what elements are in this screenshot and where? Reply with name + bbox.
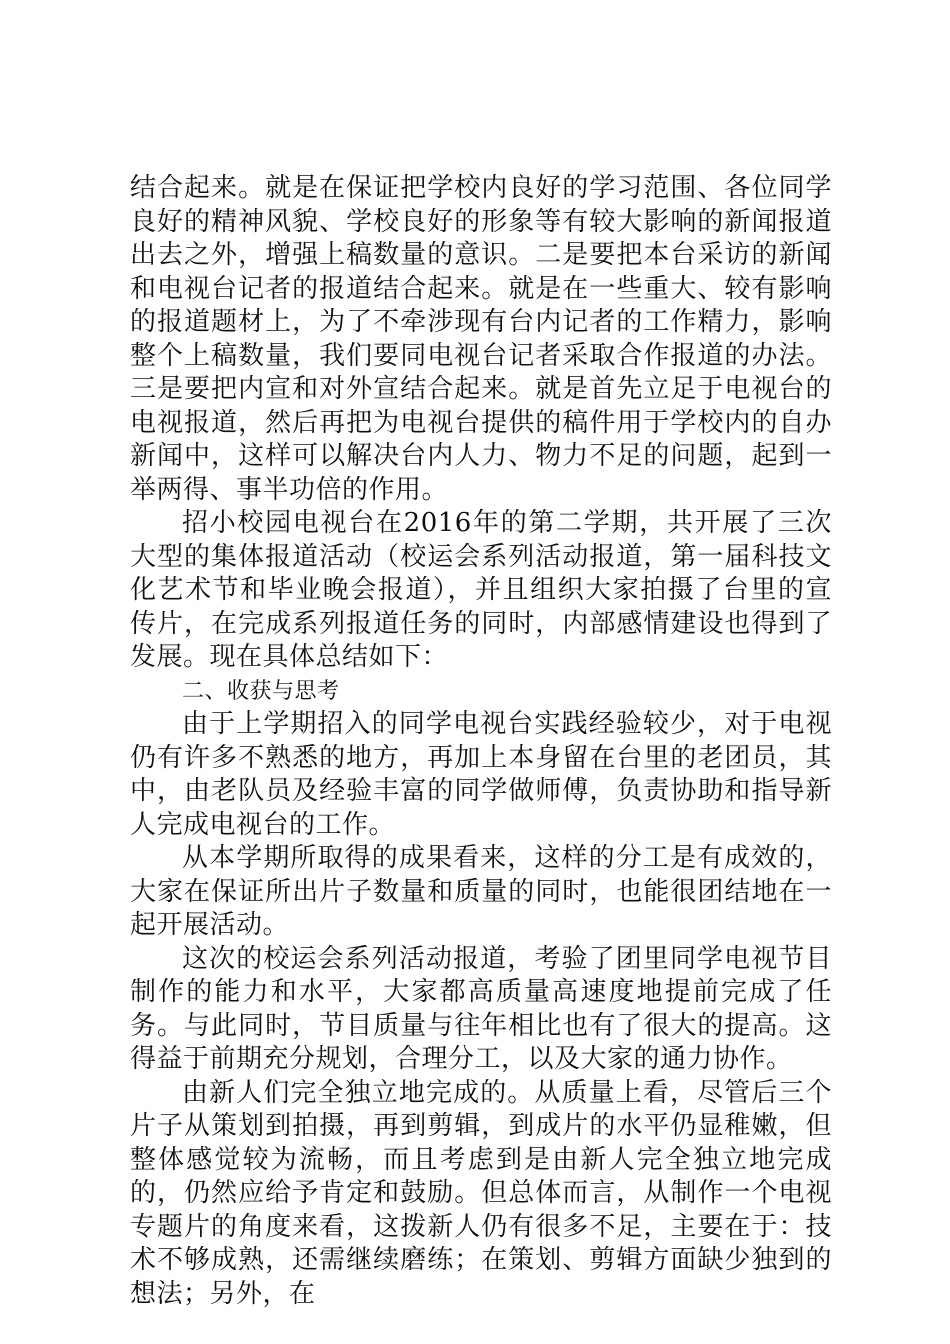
paragraph: 招小校园电视台在2016年的第二学期，共开展了三次大型的集体报道活动（校运会系列活动报道，第一届科技文化艺术节和毕业晚会报道），并且组织大家拍摄了台里的宣传片，在完成系列报道任务的同时，内部感情建设也得到了发展。现在具体总结如下： [130,508,832,672]
paragraph: 从本学期所取得的成果看来，这样的分工是有成效的，大家在保证所出片子数量和质量的同时，也能很团结地在一起开展活动。 [130,843,832,940]
paragraph: 结合起来。就是在保证把学校内良好的学习范围、各位同学良好的精神风貌、学校良好的形象等有较大影响的新闻报道出去之外，增强上稿数量的意识。二是要把本台采访的新闻和电视台记者的报道结合起来。就是在一些重大、较有影响的报道题材上，为了不牵涉现有台内记者的工作精力，影响整个上稿数量，我们要同电视台记者采取合作报道的办法。三是要把内宣和对外宣结合起来。就是首先立足于电视台的电视报道，然后再把为电视台提供的稿件用于学校内的自办新闻中，这样可以解决台内人力、物力不足的问题，起到一举两得、事半功倍的作用。 [130,173,832,505]
document-body [130,172,832,1311]
paragraph: 由新人们完全独立地完成的。从质量上看，尽管后三个片子从策划到拍摄，再到剪辑，到成片的水平仍显稚嫩，但整体感觉较为流畅，而且考虑到是由新人完全独立地完成的，仍然应给予肯定和鼓励。但总体而言，从制作一个电视专题片的角度来看，这拨新人仍有很多不足，主要在于：技术不够成熟，还需继续磨练；在策划、剪辑方面缺少独到的想法；另外，在 [130,1077,832,1309]
section-heading: 二、收获与思考 [182,678,340,704]
paragraph: 由于上学期招入的同学电视台实践经验较少，对于电视仍有许多不熟悉的地方，再加上本身留在台里的老团员，其中，由老队员及经验丰富的同学做师傅，负责协助和指导新人完成电视台的工作。 [130,709,832,840]
paragraph: 这次的校运会系列活动报道，考验了团里同学电视节目制作的能力和水平，大家都高质量高速度地提前完成了任务。与此同时，节目质量与往年相比也有了很大的提高。这得益于前期充分规划，合理分工，以及大家的通力协作。 [130,943,832,1074]
